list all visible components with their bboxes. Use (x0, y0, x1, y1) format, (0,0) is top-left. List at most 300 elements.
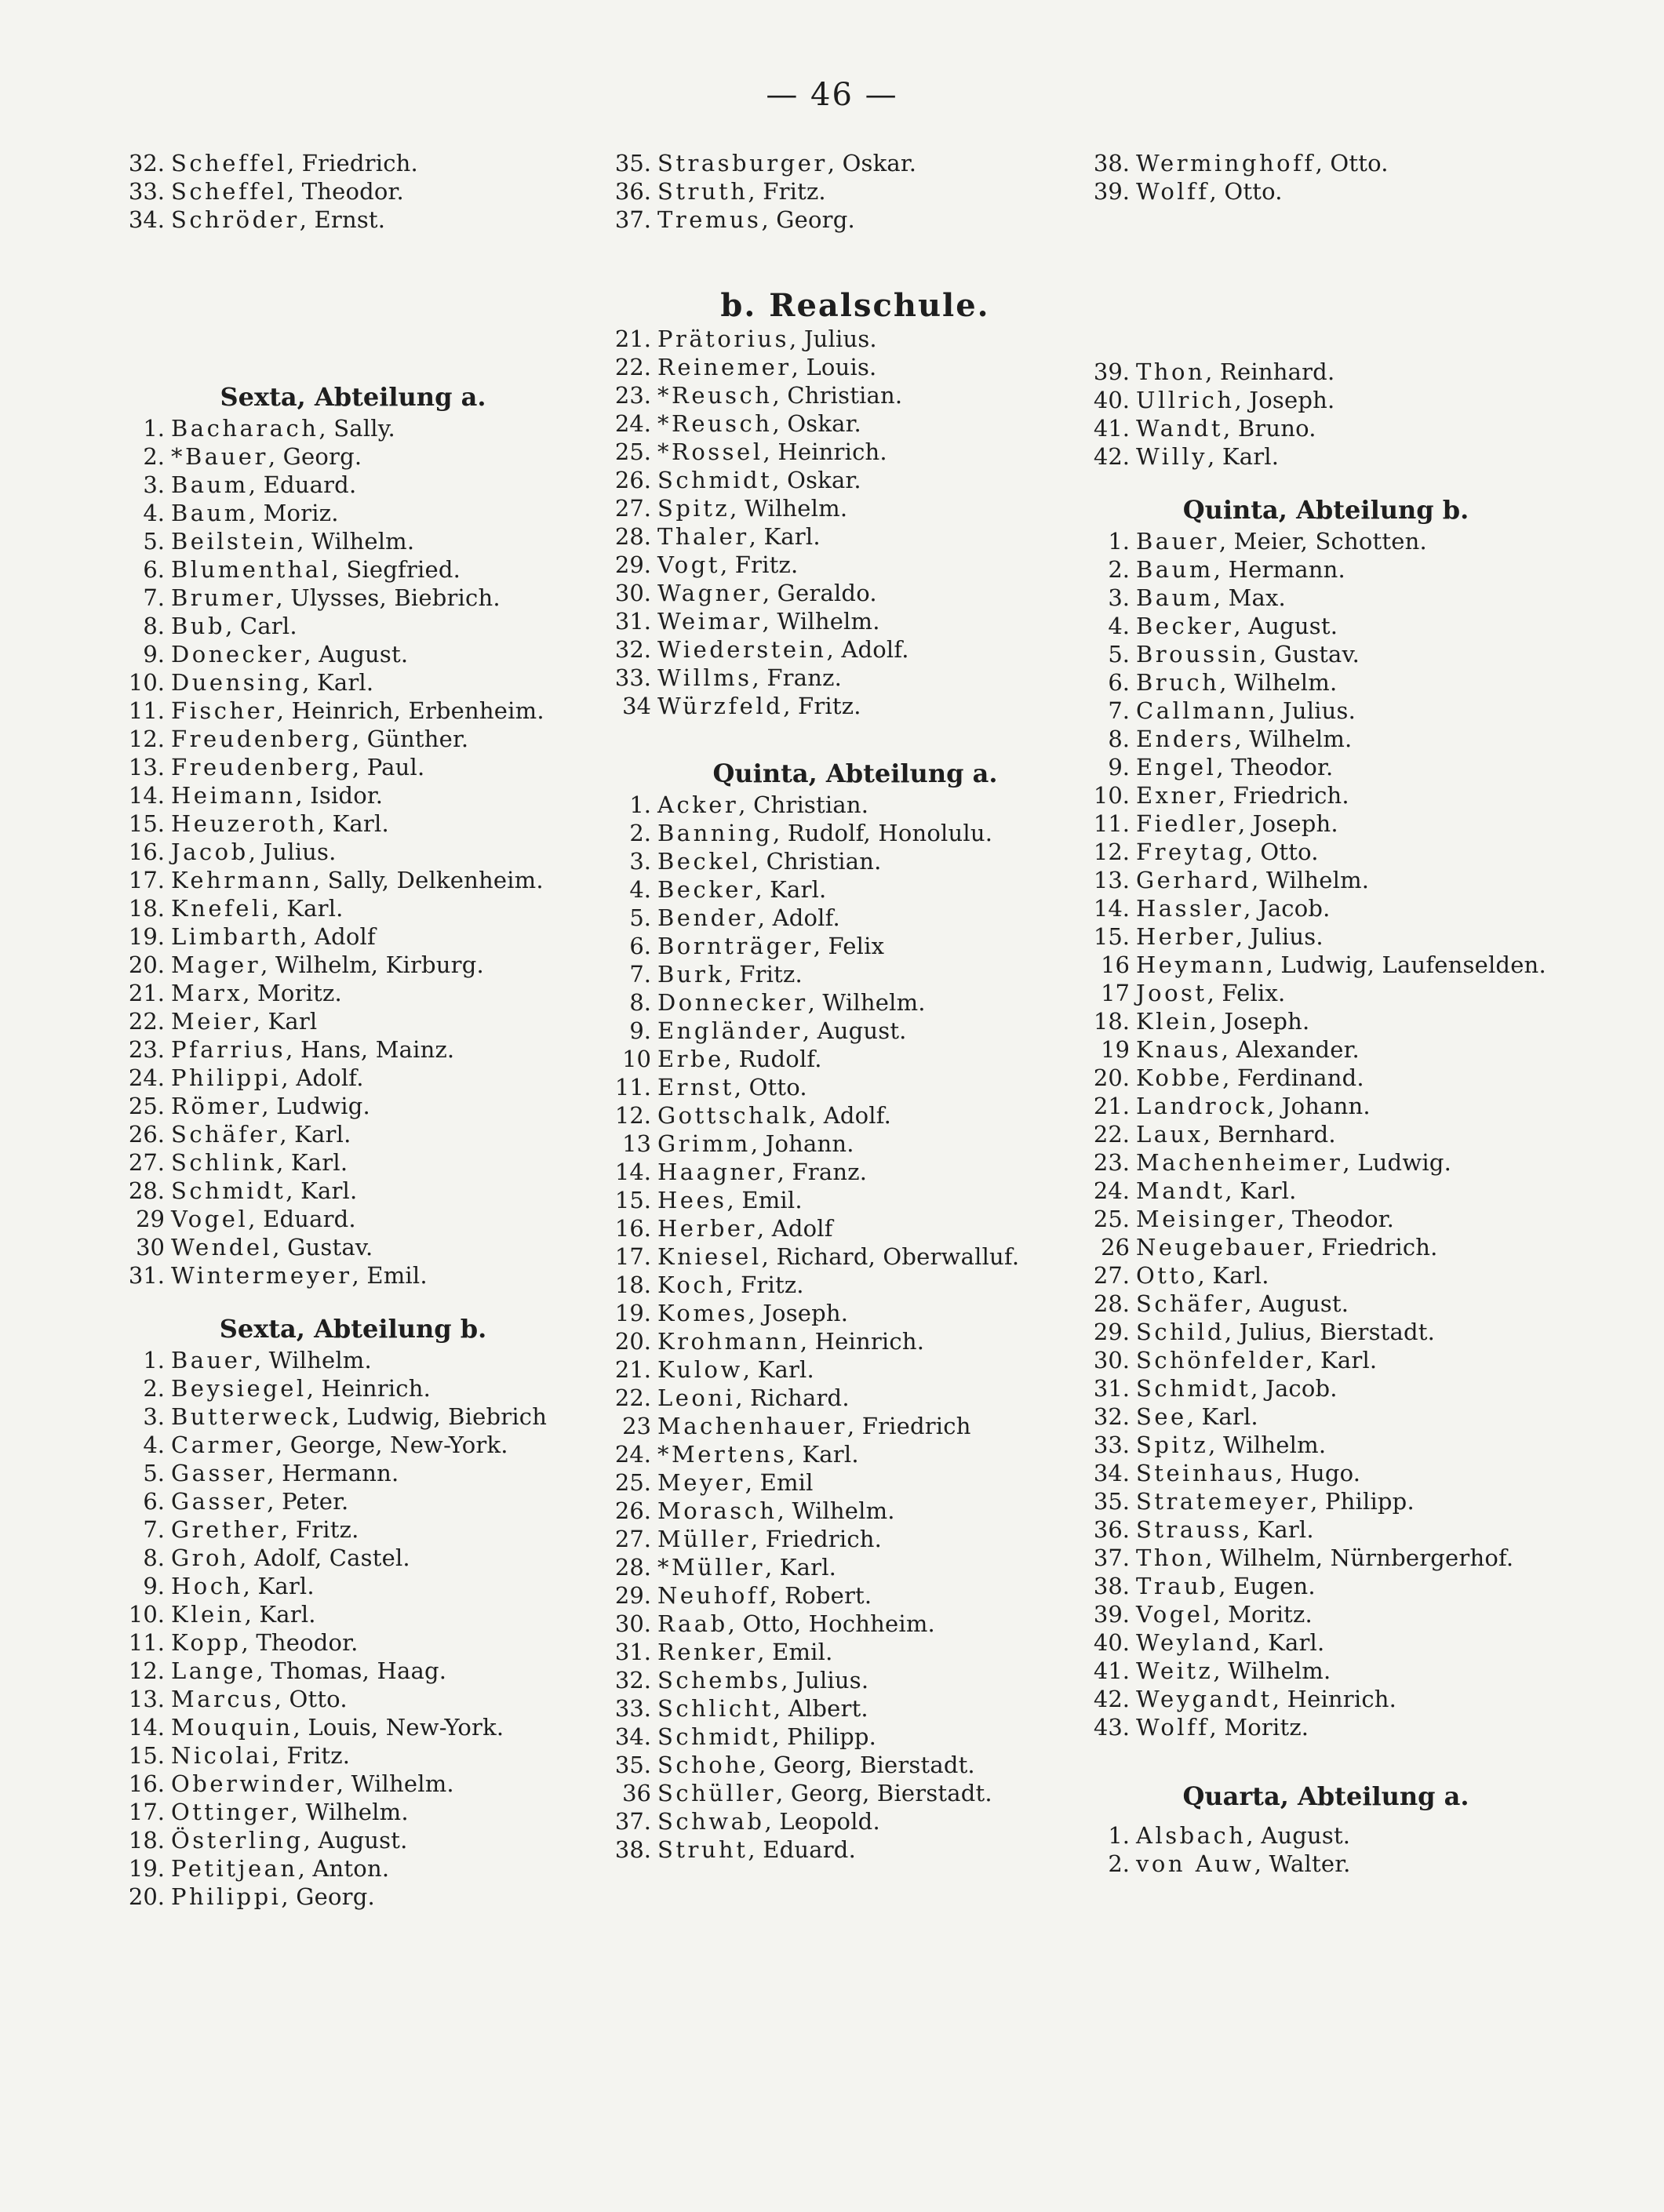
student-entry (1083, 1685, 1569, 1713)
entry-surname: Wendel (171, 1234, 273, 1261)
entry-surname: Schmidt (657, 1723, 773, 1750)
entry-surname: Baum (1136, 584, 1214, 611)
entry-surname: Thon (1136, 1544, 1206, 1571)
student-entry (604, 1158, 1106, 1186)
entry-given-names: , Julius, Bierstadt. (1224, 1319, 1436, 1345)
entry-surname: Mouquin (171, 1714, 293, 1741)
entry-given-names: , Heinrich. (763, 438, 887, 465)
entry-number: 6. (143, 1488, 165, 1515)
student-entry (118, 1064, 588, 1092)
student-entry (604, 988, 1106, 1017)
entry-surname: Gasser (171, 1488, 268, 1515)
student-entry (1083, 1657, 1569, 1685)
entry-given-names: , Heinrich. (1272, 1686, 1397, 1712)
student-entry (1083, 1261, 1569, 1290)
class-heading: Quinta, Abteilung a. (712, 759, 998, 788)
entry-given-names: , Gustav. (272, 1234, 373, 1261)
entry-given-names: , Thomas, Haag. (256, 1657, 447, 1684)
entry-surname: Thaler (657, 523, 749, 550)
entry-surname: Meisinger (1136, 1206, 1278, 1232)
student-entry (604, 1384, 1106, 1412)
entry-number: 37. (614, 206, 651, 233)
entry-number: 1. (143, 415, 165, 442)
student-entry (1083, 358, 1569, 386)
student-entry (118, 584, 588, 612)
entry-number: 8. (143, 613, 165, 639)
entry-surname: Schüller (657, 1780, 777, 1806)
entry-surname: Grether (171, 1516, 282, 1543)
entry-number: 2. (143, 1375, 165, 1402)
entry-number: 28. (128, 1177, 165, 1204)
student-entry (118, 1346, 588, 1374)
student-entry (118, 149, 588, 177)
entry-number: 32. (614, 636, 651, 663)
entry-given-names: , Felix. (1207, 980, 1286, 1006)
entry-surname: Beysiegel (171, 1375, 307, 1402)
entry-given-names: , Theodor. (1277, 1206, 1395, 1232)
spacer (604, 720, 1106, 734)
entry-surname: Herber (1136, 923, 1236, 950)
entry-number: 14. (128, 1714, 165, 1741)
entry-surname: Machenheimer (1136, 1149, 1343, 1176)
entry-number: 8. (143, 1544, 165, 1571)
entry-given-names: , Emil. (757, 1639, 833, 1665)
entry-number: 6. (1108, 669, 1130, 696)
entry-number: 4. (1108, 613, 1130, 639)
student-entry (118, 781, 588, 809)
student-entry (118, 1007, 588, 1035)
entry-surname: Philippi (171, 1883, 282, 1910)
student-entry (604, 1214, 1106, 1242)
student-entry (1083, 1148, 1569, 1177)
entry-given-names: , Isidor. (295, 782, 384, 809)
entry-number: 19. (614, 1300, 651, 1326)
entry-given-names: , Moritz. (1209, 1714, 1309, 1741)
spacer (604, 234, 1106, 262)
student-entry (1083, 1205, 1569, 1233)
entry-surname: Wolff (1136, 1714, 1210, 1741)
entry-surname: Marx (171, 980, 243, 1006)
entry-number: 31. (614, 608, 651, 635)
entry-number: 7. (629, 961, 651, 988)
entry-surname: Petitjean (171, 1855, 298, 1882)
entry-given-names: , Julius. (1268, 697, 1356, 724)
entry-given-names: , Hermann. (267, 1460, 399, 1486)
entry-surname: Otto (1136, 1262, 1198, 1289)
student-entry (604, 1751, 1106, 1779)
entry-number: 40. (1093, 387, 1130, 413)
entry-surname: Vogel (1136, 1601, 1214, 1628)
entry-number: 13. (1093, 867, 1130, 893)
entry-number: 31. (614, 1639, 651, 1665)
entry-surname: Spitz (657, 495, 730, 522)
entry-number: 7. (143, 584, 165, 611)
entry-surname: Scheffel (171, 178, 287, 205)
student-list (1083, 358, 1569, 471)
entry-surname: Freudenberg (171, 726, 352, 752)
entry-surname: Alsbach (1136, 1822, 1247, 1849)
entry-number: 34 (622, 693, 651, 719)
entry-surname: Schäfer (171, 1121, 280, 1148)
entry-given-names: , Christian. (772, 382, 903, 409)
entry-surname: Brumer (171, 584, 276, 611)
student-entry (1083, 1120, 1569, 1148)
student-entry (1083, 442, 1569, 471)
entry-surname: Morasch (657, 1497, 777, 1524)
entry-given-names: , Georg. (761, 206, 855, 233)
entry-surname: Klein (171, 1601, 245, 1628)
entry-surname: Vogel (171, 1206, 249, 1232)
entry-number: 11. (614, 1074, 651, 1101)
entry-number: 29. (614, 1582, 651, 1609)
entry-surname: Kehrmann (171, 867, 313, 893)
student-entry (604, 932, 1106, 960)
student-entry (1083, 866, 1569, 894)
entry-number: 3. (143, 471, 165, 498)
student-entry (604, 1440, 1106, 1468)
entry-number: 24. (1093, 1177, 1130, 1204)
student-entry (118, 753, 588, 781)
entry-number: 22. (1093, 1121, 1130, 1148)
entry-given-names: , Karl. (242, 1573, 315, 1599)
entry-number: 37. (614, 1808, 651, 1835)
entry-number: 30. (1093, 1347, 1130, 1373)
student-entry (118, 1374, 588, 1403)
entry-surname: Donecker (171, 641, 304, 668)
entry-given-names: , Wilhelm. (1234, 726, 1353, 752)
student-entry (604, 579, 1106, 607)
entry-surname: Spitz (1136, 1432, 1209, 1458)
entry-given-names: , Adolf, Castel. (239, 1544, 410, 1571)
entry-surname: Laux (1136, 1121, 1203, 1148)
entry-surname: Kobbe (1136, 1064, 1223, 1091)
entry-surname: Römer (171, 1093, 262, 1119)
student-entry (1083, 809, 1569, 838)
entry-given-names: , Karl. (317, 810, 389, 837)
student-list (604, 325, 1106, 720)
student-entry (118, 499, 588, 527)
entry-surname: Landrock (1136, 1093, 1267, 1119)
entry-given-names: , Eduard. (248, 1206, 356, 1232)
entry-given-names: , Eugen. (1218, 1573, 1316, 1599)
entry-given-names: , Karl. (286, 1177, 358, 1204)
entry-given-names: , Rudolf. (723, 1046, 822, 1072)
entry-number: 22. (614, 1384, 651, 1411)
student-list (118, 149, 588, 234)
student-entry (118, 951, 588, 979)
entry-number: 18. (614, 1272, 651, 1298)
student-entry (118, 1487, 588, 1515)
entry-number: 18. (128, 1827, 165, 1854)
entry-number: 24. (128, 1064, 165, 1091)
entry-number: 1. (1108, 528, 1130, 555)
student-entry (118, 442, 588, 471)
entry-given-names: , Heinrich, Erbenheim. (276, 697, 544, 724)
student-entry (1083, 894, 1569, 922)
student-entry (118, 177, 588, 206)
entry-number: 1. (1108, 1822, 1130, 1849)
student-entry (118, 1035, 588, 1064)
student-list (604, 791, 1106, 1864)
entry-given-names: , Karl. (1225, 1177, 1297, 1204)
entry-surname: Exner (1136, 782, 1218, 809)
student-entry (118, 1233, 588, 1261)
entry-surname: Struth (657, 178, 748, 205)
entry-surname: Weimar (657, 608, 763, 635)
entry-given-names: , Otto. (1315, 150, 1389, 176)
entry-surname: Becker (657, 876, 756, 903)
entry-number: 22. (128, 1008, 165, 1035)
entry-number: 26. (128, 1121, 165, 1148)
student-entry (604, 353, 1106, 381)
student-entry (1083, 1713, 1569, 1741)
entry-surname: Schmidt (1136, 1375, 1251, 1402)
entry-number: 12. (128, 726, 165, 752)
student-entry (118, 1261, 588, 1290)
entry-given-names: , Theodor. (1216, 754, 1334, 780)
entry-number: 4. (143, 1432, 165, 1458)
student-entry (118, 1600, 588, 1628)
student-entry (1083, 1515, 1569, 1544)
entry-number: 26 (1101, 1234, 1130, 1261)
entry-number: 30. (614, 580, 651, 606)
entry-given-names: , Christian. (738, 791, 869, 818)
entry-given-names: , Julius. (781, 1667, 869, 1694)
entry-number: 31. (1093, 1375, 1130, 1402)
student-entry (1083, 640, 1569, 668)
entry-surname: Becker (1136, 613, 1234, 639)
entry-number: 37. (1093, 1544, 1130, 1571)
entry-number: 17. (614, 1243, 651, 1270)
entry-number: 3. (1108, 584, 1130, 611)
entry-number: 25. (1093, 1206, 1130, 1232)
entry-surname: Koch (657, 1272, 726, 1298)
student-entry (1083, 1459, 1569, 1487)
entry-given-names: , Julius. (788, 326, 877, 352)
entry-surname: Ottinger (171, 1799, 291, 1825)
entry-surname: Herber (657, 1215, 757, 1242)
student-entry (604, 1271, 1106, 1299)
entry-given-names: , Gustav. (1259, 641, 1360, 668)
student-entry (118, 1883, 588, 1911)
entry-number: 39. (1093, 178, 1130, 205)
entry-number: 26. (614, 1497, 651, 1524)
entry-surname: Schäfer (1136, 1290, 1245, 1317)
student-entry (604, 1242, 1106, 1271)
entry-number: 3. (629, 848, 651, 875)
entry-number: 17. (128, 867, 165, 893)
entry-number: 16. (128, 1770, 165, 1797)
entry-number: 20. (614, 1328, 651, 1355)
entry-number: 36 (622, 1780, 651, 1806)
entry-surname: Fischer (171, 697, 277, 724)
entry-number: 16. (614, 1215, 651, 1242)
entry-number: 13. (128, 754, 165, 780)
entry-given-names: , Moritz. (242, 980, 342, 1006)
entry-given-names: , Karl. (748, 523, 821, 550)
entry-given-names: , Karl (253, 1008, 318, 1035)
entry-given-names: , Karl. (787, 1441, 859, 1468)
student-entry (604, 1666, 1106, 1694)
entry-surname: Meier (171, 1008, 253, 1035)
student-entry (1083, 725, 1569, 753)
entry-given-names: , Eduard. (748, 1836, 856, 1863)
entry-given-names: , Karl. (302, 669, 374, 696)
student-entry (1083, 386, 1569, 414)
entry-number: 21. (1093, 1093, 1130, 1119)
entry-surname: Baum (171, 500, 249, 526)
entry-surname: Bauer (1136, 528, 1219, 555)
entry-number: 31. (128, 1262, 165, 1289)
entry-given-names: , Friedrich. (750, 1526, 883, 1552)
entry-surname: Knefeli (171, 895, 272, 922)
entry-given-names: , Emil (745, 1469, 814, 1496)
entry-surname: Bacharach (171, 415, 319, 442)
entry-number: 38. (614, 1836, 651, 1863)
student-entry (604, 1638, 1106, 1666)
student-entry (604, 1581, 1106, 1610)
entry-surname: Ullrich (1136, 387, 1235, 413)
student-entry (1083, 1346, 1569, 1374)
entry-number: 10. (128, 669, 165, 696)
student-entry (604, 1412, 1106, 1440)
entry-given-names: , Geraldo. (762, 580, 877, 606)
entry-given-names: , Fritz. (281, 1516, 359, 1543)
entry-given-names: , Otto. (734, 1074, 807, 1101)
entry-surname: Vogt (657, 551, 720, 578)
entry-number: 32. (128, 150, 165, 176)
entry-surname: Tremus (657, 206, 762, 233)
entry-surname: Schlink (171, 1149, 277, 1176)
entry-given-names: , Richard. (735, 1384, 850, 1411)
entry-surname: Mandt (1136, 1177, 1225, 1204)
entry-given-names: , Wilhelm. (1251, 867, 1370, 893)
entry-surname: Erbe (657, 1046, 724, 1072)
entry-surname: Oberwinder (171, 1770, 337, 1797)
entry-given-names: , Reinhard. (1205, 358, 1335, 385)
class-heading: Quinta, Abteilung b. (1182, 495, 1469, 525)
student-entry (1083, 781, 1569, 809)
entry-surname: Schild (1136, 1319, 1225, 1345)
entry-given-names: , Oskar. (772, 467, 861, 493)
student-entry (604, 1497, 1106, 1525)
student-entry (118, 894, 588, 922)
student-entry (1083, 555, 1569, 584)
entry-given-names: , August. (303, 1827, 408, 1854)
student-entry (604, 1186, 1106, 1214)
entry-surname: Kulow (657, 1356, 743, 1383)
student-list (604, 149, 1106, 234)
student-entry (1083, 1544, 1569, 1572)
student-entry (1083, 414, 1569, 442)
student-entry (118, 1431, 588, 1459)
entry-given-names: , Theodor. (286, 178, 404, 205)
entry-given-names: , Felix (813, 933, 885, 959)
entry-number: 18. (1093, 1008, 1130, 1035)
entry-given-names: , Johann. (1266, 1093, 1371, 1119)
entry-number: 23. (128, 1036, 165, 1063)
student-entry (604, 325, 1106, 353)
entry-given-names: , Siegfried. (331, 556, 461, 583)
student-entry (118, 1628, 588, 1657)
student-entry (604, 904, 1106, 932)
student-entry (604, 551, 1106, 579)
entry-number: 6. (143, 556, 165, 583)
entry-surname: Bauer (171, 1347, 254, 1373)
entry-number: 29. (614, 551, 651, 578)
student-entry (1083, 838, 1569, 866)
entry-number: 41. (1093, 1657, 1130, 1684)
entry-given-names: , Karl. (276, 1149, 348, 1176)
student-list (118, 1346, 588, 1911)
entry-number: 11. (128, 697, 165, 724)
entry-given-names: , Otto. (1245, 839, 1319, 865)
student-entry (604, 1610, 1106, 1638)
entry-number: 38. (1093, 150, 1130, 176)
entry-given-names: , Rudolf, Honolulu. (772, 820, 993, 846)
entry-given-names: , Ludwig, Laufenselden. (1265, 951, 1546, 978)
entry-surname: Nicolai (171, 1742, 272, 1769)
entry-number: 27. (128, 1149, 165, 1176)
student-entry (1083, 149, 1569, 177)
student-entry (118, 1459, 588, 1487)
entry-number: 7. (1108, 697, 1130, 724)
entry-given-names: , Karl. (279, 1121, 351, 1148)
entry-surname: Broussin (1136, 641, 1260, 668)
student-entry (604, 819, 1106, 847)
entry-surname: Schröder (171, 206, 300, 233)
spacer (1083, 1814, 1569, 1821)
entry-given-names: , Robert. (770, 1582, 872, 1609)
entry-given-names: , Karl. (1207, 443, 1280, 470)
student-entry (1083, 951, 1569, 979)
entry-number: 16. (128, 839, 165, 865)
entry-given-names: , Franz. (777, 1159, 868, 1185)
entry-surname: Wintermeyer (171, 1262, 352, 1289)
student-entry (604, 1327, 1106, 1355)
student-entry (1083, 1092, 1569, 1120)
student-entry (118, 1713, 588, 1741)
entry-surname: Banning (657, 820, 773, 846)
entry-number: 23. (614, 382, 651, 409)
student-entry (1083, 922, 1569, 951)
school-heading: b. Realschule. (720, 287, 990, 324)
entry-given-names: , Peter. (267, 1488, 349, 1515)
entry-number: 10. (1093, 782, 1130, 809)
entry-surname: Weyland (1136, 1629, 1254, 1656)
entry-number: 33. (614, 664, 651, 691)
student-entry (604, 177, 1106, 206)
entry-surname: Marcus (171, 1686, 275, 1712)
student-entry (118, 1515, 588, 1544)
entry-number: 30 (136, 1234, 165, 1261)
entry-given-names: , Theodor. (241, 1629, 359, 1656)
entry-surname: Wagner (657, 580, 763, 606)
entry-surname: Willms (657, 664, 752, 691)
entry-given-names: , Eduard. (248, 471, 357, 498)
entry-surname: Grimm (657, 1130, 751, 1157)
column-right (1083, 149, 1569, 1878)
entry-given-names: , Karl. (755, 876, 827, 903)
entry-given-names: , Wilhelm. (762, 608, 880, 635)
entry-number: 35. (614, 1752, 651, 1778)
entry-given-names: , Philipp. (772, 1723, 877, 1750)
entry-surname: Willy (1136, 443, 1208, 470)
entry-surname: *Müller (657, 1554, 765, 1581)
entry-given-names: , Adolf (300, 923, 376, 950)
entry-given-names: , Oskar. (827, 150, 917, 176)
entry-surname: Haagner (657, 1159, 777, 1185)
